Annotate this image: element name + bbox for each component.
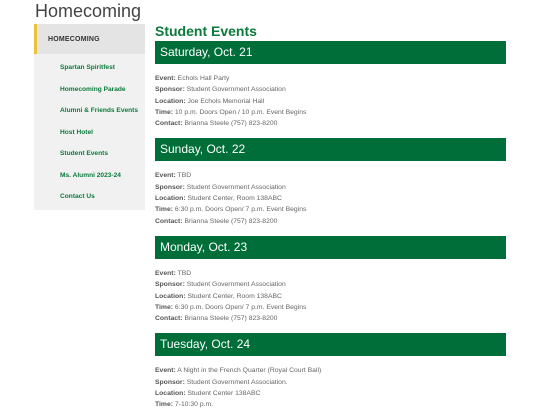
event-row xyxy=(155,73,506,84)
sidebar-item-host-hotel[interactable]: Host Hotel xyxy=(60,128,93,136)
contact-label: Contact: xyxy=(155,120,183,128)
event-value: Echols Hall Party xyxy=(177,75,230,82)
event-day-block xyxy=(155,236,506,333)
sidebar-item-ms-alumni[interactable]: Ms. Alumni 2023-24 xyxy=(60,171,121,179)
sponsor-row xyxy=(155,182,506,193)
event-details xyxy=(155,161,506,235)
location-label: Location: xyxy=(155,390,186,398)
event-value: A Night in the French Quarter (Royal Court Ball) xyxy=(177,367,322,375)
event-label: Event: xyxy=(155,269,176,277)
sidebar-item-contact-us[interactable]: Contact Us xyxy=(60,193,95,201)
time-row xyxy=(155,302,506,313)
location-label: Location: xyxy=(155,195,186,203)
sponsor-row xyxy=(155,84,506,95)
time-label: Time: xyxy=(155,206,174,214)
section-heading: Student Events xyxy=(155,23,257,39)
location-value: Student Center 138ABC xyxy=(187,390,261,398)
main-content xyxy=(155,22,506,420)
sponsor-value: Student Government Association. xyxy=(186,378,288,386)
event-value: TBD xyxy=(177,172,192,180)
location-row xyxy=(155,388,506,399)
sponsor-row xyxy=(155,377,506,388)
sidebar-item-spartan-spiritfest[interactable]: Spartan Spiritfest xyxy=(60,64,115,72)
event-day-block xyxy=(155,138,506,235)
event-details xyxy=(155,259,506,333)
time-row xyxy=(155,107,506,118)
event-day-block xyxy=(155,333,506,419)
location-row xyxy=(155,193,506,204)
contact-row xyxy=(155,118,506,129)
event-day-block xyxy=(155,41,506,138)
sidebar-header[interactable]: HOMECOMING xyxy=(34,24,145,54)
contact-value: Brianna Steele (757) 823-8200 xyxy=(184,315,278,323)
page-title: Homecoming xyxy=(35,1,142,21)
sidebar-item-homecoming-parade[interactable]: Homecoming Parade xyxy=(60,85,126,93)
location-value: Student Center, Room 138ABC xyxy=(187,292,282,300)
contact-label: Contact: xyxy=(155,315,183,323)
time-value: 6:30 p.m. Doors Open/ 7 p.m. Event Begins xyxy=(174,303,307,311)
location-row xyxy=(155,96,506,107)
contact-row xyxy=(155,216,506,227)
location-row xyxy=(155,291,506,302)
sponsor-value: Student Government Association xyxy=(186,183,286,191)
event-details xyxy=(155,356,506,419)
day-heading: Tuesday, Oct. 24 xyxy=(155,333,506,356)
time-row xyxy=(155,204,506,215)
day-heading: Monday, Oct. 23 xyxy=(155,236,506,259)
location-value: Joe Echols Memorial Hall xyxy=(187,97,265,105)
sidebar-nav xyxy=(34,24,145,210)
contact-row xyxy=(155,313,506,324)
location-label: Location: xyxy=(155,292,186,300)
sidebar-item-student-events[interactable]: Student Events xyxy=(60,150,108,158)
sponsor-value: Student Government Association xyxy=(186,86,286,94)
event-details xyxy=(155,64,506,138)
sponsor-label: Sponsor: xyxy=(155,281,185,289)
time-label: Time: xyxy=(155,108,174,116)
day-heading: Sunday, Oct. 22 xyxy=(155,138,506,161)
event-label: Event: xyxy=(155,367,176,375)
event-value: TBD xyxy=(177,269,192,277)
sponsor-label: Sponsor: xyxy=(155,378,185,386)
sponsor-label: Sponsor: xyxy=(155,86,185,94)
event-label: Event: xyxy=(155,75,176,82)
sidebar-item-alumni-friends-events[interactable]: Alumni & Friends Events xyxy=(60,107,139,115)
day-heading: Saturday, Oct. 21 xyxy=(155,41,506,64)
event-row xyxy=(155,365,506,376)
sponsor-label: Sponsor: xyxy=(155,183,185,191)
time-label: Time: xyxy=(155,401,174,409)
contact-value: Brianna Steele (757) 823-8200 xyxy=(184,120,278,128)
location-value: Student Center, Room 138ABC xyxy=(187,195,282,203)
contact-label: Contact: xyxy=(155,217,183,225)
event-label: Event: xyxy=(155,172,176,180)
time-value: 10 p.m. Doors Open / 10 p.m. Event Begins xyxy=(174,108,307,116)
location-label: Location: xyxy=(155,97,186,105)
sponsor-value: Student Government Association xyxy=(186,281,286,289)
time-value: 6:30 p.m. Doors Open/ 7 p.m. Event Begins xyxy=(174,206,307,214)
contact-value: Brianna Steele (757) 823-8200 xyxy=(184,217,278,225)
sponsor-row xyxy=(155,279,506,290)
time-value: 7-10:30 p.m. xyxy=(174,401,214,409)
sidebar-list xyxy=(34,54,145,210)
event-row xyxy=(155,170,506,181)
time-label: Time: xyxy=(155,303,174,311)
event-row xyxy=(155,268,506,279)
